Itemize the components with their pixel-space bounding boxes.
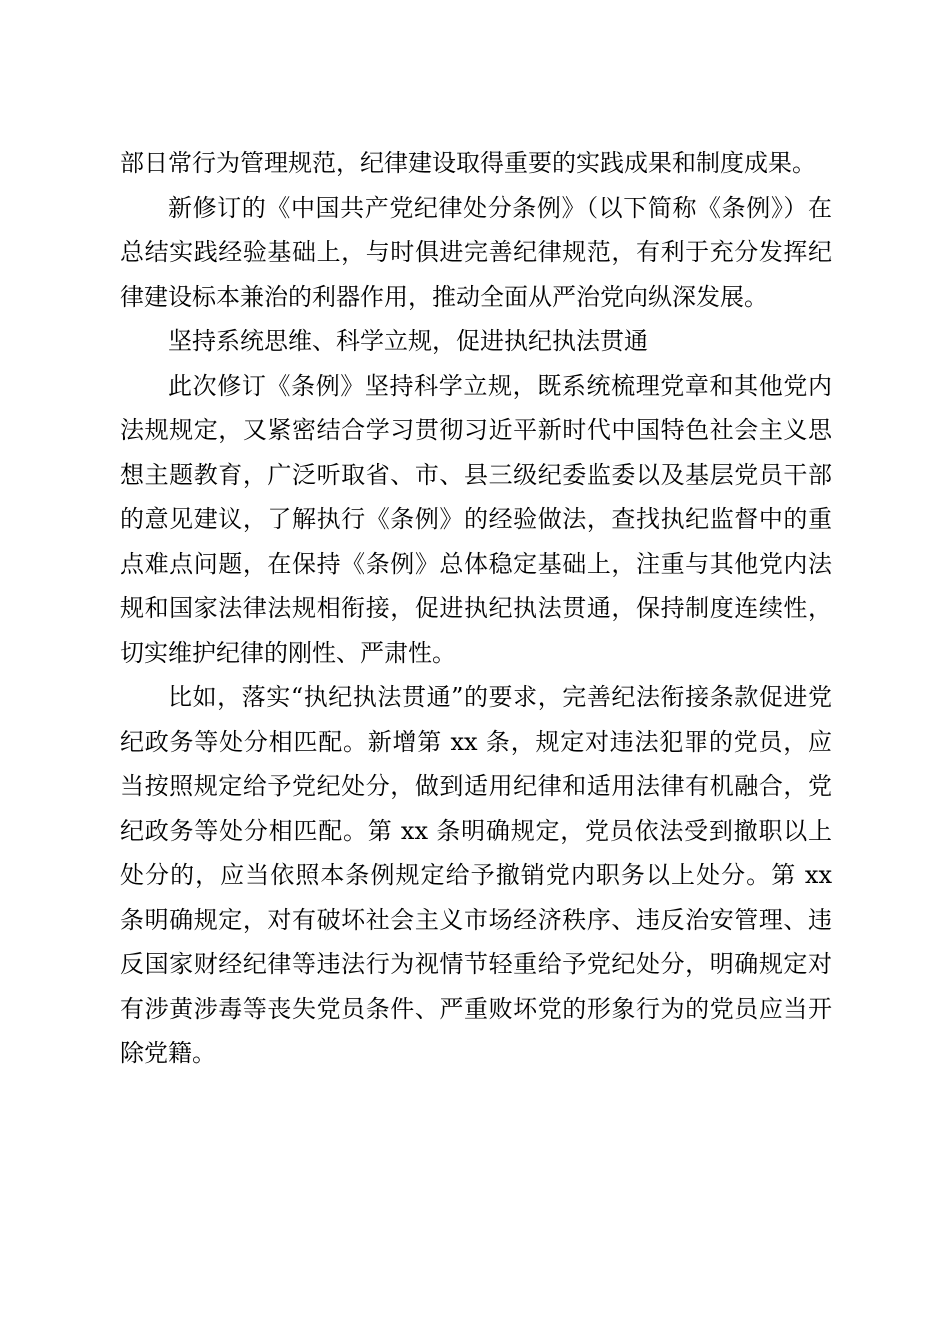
section-heading: 坚持系统思维、科学立规，促进执纪执法贯通: [168, 327, 648, 355]
paragraph-revision-approach: 此次修订《条例》坚持科学立规，既系统梳理党章和其他党内法规规定，又紧密结合学习贯彻习近平新时代中国特色社会主义思想主题教育，广泛听取省、市、县三级纪委监委以及基层党员干部的意见建议，了解执行《条例》的经验做法，查找执纪监督中的重点难点问题，在保持《条例》总体稳定基础上，注重与其他党内法规和国家法律法规相衔接，促进执纪执法贯通，保持制度连续性，切实维护纪律的刚性、严肃性。: [120, 371, 832, 667]
document-body: [120, 141, 832, 1076]
paragraph-continuation: 部日常行为管理规范，纪律建设取得重要的实践成果和制度成果。: [120, 149, 816, 177]
paragraph-regulation-intro: 新修订的《中国共产党纪律处分条例》（以下简称《条例》）在总结实践经验基础上，与时俱进完善纪律规范，有利于充分发挥纪律建设标本兼治的利器作用，推动全面从严治党向纵深发展。: [120, 193, 832, 311]
paragraph-example-provisions: 比如，落实“执纪执法贯通”的要求，完善纪法衔接条款促进党纪政务等处分相匹配。新增第 xx 条，规定对违法犯罪的党员，应当按照规定给予党纪处分，做到适用纪律和适用法律有机融合，党纪政务等处分相匹配。第 xx 条明确规定，党员依法受到撤职以上处分的，应当依照本条例规定给予撤销党内职务以上处分。第 xx 条明确规定，对有破坏社会主义市场经济秩序、违反治安管理、违反国家财经纪律等违法行为视情节轻重给予党纪处分，明确规定对有涉黄涉毒等丧失党员条件、严重败坏党的形象行为的党员应当开除党籍。: [120, 683, 832, 1067]
